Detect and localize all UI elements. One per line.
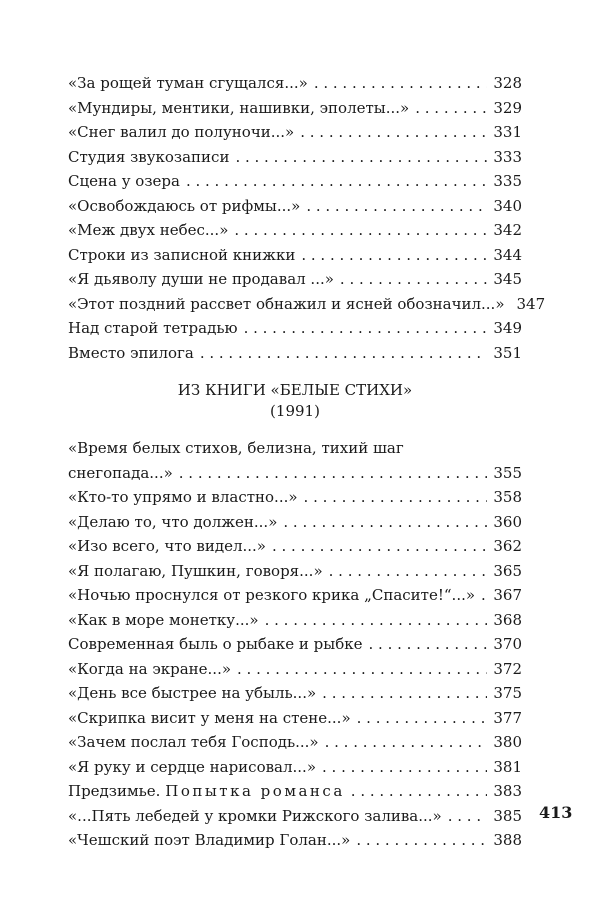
toc-block-2 xyxy=(68,436,522,853)
toc-entry-title: «Делаю то, что должен...» xyxy=(68,512,278,531)
toc-entry xyxy=(68,461,522,486)
dot-leader xyxy=(283,510,487,535)
toc-entry-title: Студия звукозаписи xyxy=(68,147,230,166)
toc-entry-page: 345 xyxy=(493,270,522,288)
toc-entry xyxy=(68,510,522,535)
dot-leader xyxy=(301,243,487,268)
toc-entry-title: «Зачем послал тебя Господь...» xyxy=(68,733,319,751)
toc-entry-title: «Чешский поэт Владимир Голан...» xyxy=(68,831,351,849)
toc-entry-title: «За рощей туман сгущался...» xyxy=(68,74,308,92)
toc-entry-page: 342 xyxy=(493,221,522,239)
section-year: (1991) xyxy=(270,402,320,420)
toc-entry-page: 365 xyxy=(493,561,522,580)
toc-entry-title: Строки из записной книжки xyxy=(68,245,296,264)
toc-entry-title: «Я дьяволу души не продавал ...» xyxy=(68,270,334,288)
toc-entry xyxy=(68,681,522,706)
toc-entry xyxy=(68,755,522,780)
toc-entry xyxy=(68,243,522,268)
toc-entry-title: «Снег валил до полуночи...» xyxy=(68,123,295,141)
toc-entry-page: 360 xyxy=(493,512,522,531)
toc-entry xyxy=(68,145,522,170)
toc-entry-page: 358 xyxy=(493,488,522,506)
toc-entry xyxy=(68,267,522,292)
toc-entry-title: «Меж двух небес...» xyxy=(68,221,229,239)
toc-entry-title: «Как в море монетку...» xyxy=(68,610,259,629)
toc-entry-page: 372 xyxy=(493,659,522,678)
toc-entry-title-line1: «Время белых стихов, белизна, тихий шаг xyxy=(68,439,404,457)
toc-entry-page: 367 xyxy=(493,586,522,604)
toc-entry-page: 388 xyxy=(493,831,522,849)
toc-entry xyxy=(68,804,522,829)
toc-entry-page: 349 xyxy=(493,319,522,337)
toc-entry xyxy=(68,218,522,243)
toc-entry xyxy=(68,534,522,559)
toc-entry-title: Вместо эпилога xyxy=(68,343,194,362)
toc-entry xyxy=(68,583,522,608)
toc-entry-title xyxy=(68,779,345,804)
toc-entry-page: 385 xyxy=(493,806,522,825)
toc-entry-title-line2: снегопада...» xyxy=(68,463,173,482)
toc-entry-title: «День все быстрее на убыль...» xyxy=(68,684,317,702)
dot-leader xyxy=(234,218,487,243)
toc-entry-title: «Освобождаюсь от рифмы...» xyxy=(68,196,301,215)
dot-leader xyxy=(265,608,488,633)
toc-entry-title: «Я полагаю, Пушкин, говоря...» xyxy=(68,561,323,580)
toc-block-1 xyxy=(68,71,546,365)
toc-entry-page: 351 xyxy=(493,343,522,362)
dot-leader xyxy=(244,316,488,341)
toc-entry xyxy=(68,169,522,194)
toc-entry-page: 340 xyxy=(493,196,522,215)
section-heading xyxy=(68,380,522,422)
toc-entry-page: 383 xyxy=(493,782,522,800)
dot-leader xyxy=(235,145,487,170)
toc-entry-page: 355 xyxy=(493,463,522,482)
dot-leader xyxy=(237,657,487,682)
dot-leader xyxy=(357,706,488,731)
page-number: 413 xyxy=(539,803,573,822)
toc-entry xyxy=(68,341,522,366)
dot-leader xyxy=(200,341,488,366)
toc-entry-title: «Мундиры, ментики, нашивки, эполеты...» xyxy=(68,98,410,117)
toc-entry xyxy=(68,657,522,682)
toc-entry xyxy=(68,608,522,633)
toc-entry xyxy=(68,316,522,341)
dot-leader xyxy=(179,461,488,486)
toc-entry-title: «Скрипка висит у меня на стене...» xyxy=(68,708,351,727)
toc-entry-title: Сцена у озера xyxy=(68,172,180,190)
toc-entry-page: 370 xyxy=(493,635,522,653)
toc-entry xyxy=(68,632,522,657)
toc-entry-page: 331 xyxy=(493,123,522,141)
dot-leader xyxy=(300,120,487,145)
toc-entry-title: «Когда на экране...» xyxy=(68,659,232,678)
toc-entry xyxy=(68,292,546,317)
toc-entry-title: «Я руку и сердце нарисовал...» xyxy=(68,757,316,776)
dot-leader xyxy=(306,194,487,219)
toc-entry-page: 333 xyxy=(493,147,522,166)
toc-entry-page: 344 xyxy=(493,245,522,264)
toc-entry xyxy=(68,194,522,219)
toc-entry xyxy=(68,120,522,145)
toc-entry xyxy=(68,96,522,121)
toc-entry-title: Современная быль о рыбаке и рыбке xyxy=(68,635,363,653)
dot-leader xyxy=(186,169,487,194)
toc-entry-page: 375 xyxy=(493,684,522,702)
dot-leader xyxy=(481,583,487,608)
toc-entry xyxy=(68,828,522,853)
toc-entry xyxy=(68,730,522,755)
toc-entry-page: 328 xyxy=(493,74,522,92)
dot-leader xyxy=(329,559,488,584)
toc-entry xyxy=(68,485,522,510)
toc-entry-page: 335 xyxy=(493,172,522,190)
dot-leader xyxy=(415,96,487,121)
section-title: ИЗ КНИГИ «БЕЛЫЕ СТИХИ» xyxy=(177,381,413,399)
toc-entry-page: 347 xyxy=(516,294,546,313)
dot-leader xyxy=(314,71,488,96)
dot-leader xyxy=(272,534,487,559)
toc-entry-page: 362 xyxy=(493,537,522,555)
dot-leader xyxy=(351,779,488,804)
dot-leader xyxy=(340,267,487,292)
toc-entry-page: 377 xyxy=(493,708,522,727)
toc-entry xyxy=(68,706,522,731)
toc-entry-title-spaced: Попытка романса xyxy=(165,782,345,800)
dot-leader xyxy=(369,632,488,657)
toc-entry xyxy=(68,559,522,584)
toc-entry-page: 380 xyxy=(493,733,522,751)
toc-entry-title: «Этот поздний рассвет обнажил и ясней обозначил...» xyxy=(68,294,505,313)
dot-leader xyxy=(322,681,487,706)
toc-entry-page: 329 xyxy=(493,98,522,117)
toc-entry-title: Над старой тетрадью xyxy=(68,319,238,337)
toc-entry-title: «Кто-то упрямо и властно...» xyxy=(68,488,298,506)
toc-entry-title-plain: Предзимье. xyxy=(68,782,161,800)
dot-leader xyxy=(304,485,488,510)
toc-entry-page: 368 xyxy=(493,610,522,629)
dot-leader xyxy=(325,730,488,755)
toc-entry xyxy=(68,779,522,804)
toc-entry-title: «...Пять лебедей у кромки Рижского залива...» xyxy=(68,806,442,825)
toc-entry-page: 381 xyxy=(493,757,522,776)
dot-leader xyxy=(356,828,487,853)
toc-entry-title: «Ночью проснулся от резкого крика „Спасите!“...» xyxy=(68,586,476,604)
dot-leader xyxy=(448,804,488,829)
toc-entry xyxy=(68,71,522,96)
toc-entry-title: «Изо всего, что видел...» xyxy=(68,537,266,555)
dot-leader xyxy=(322,755,487,780)
